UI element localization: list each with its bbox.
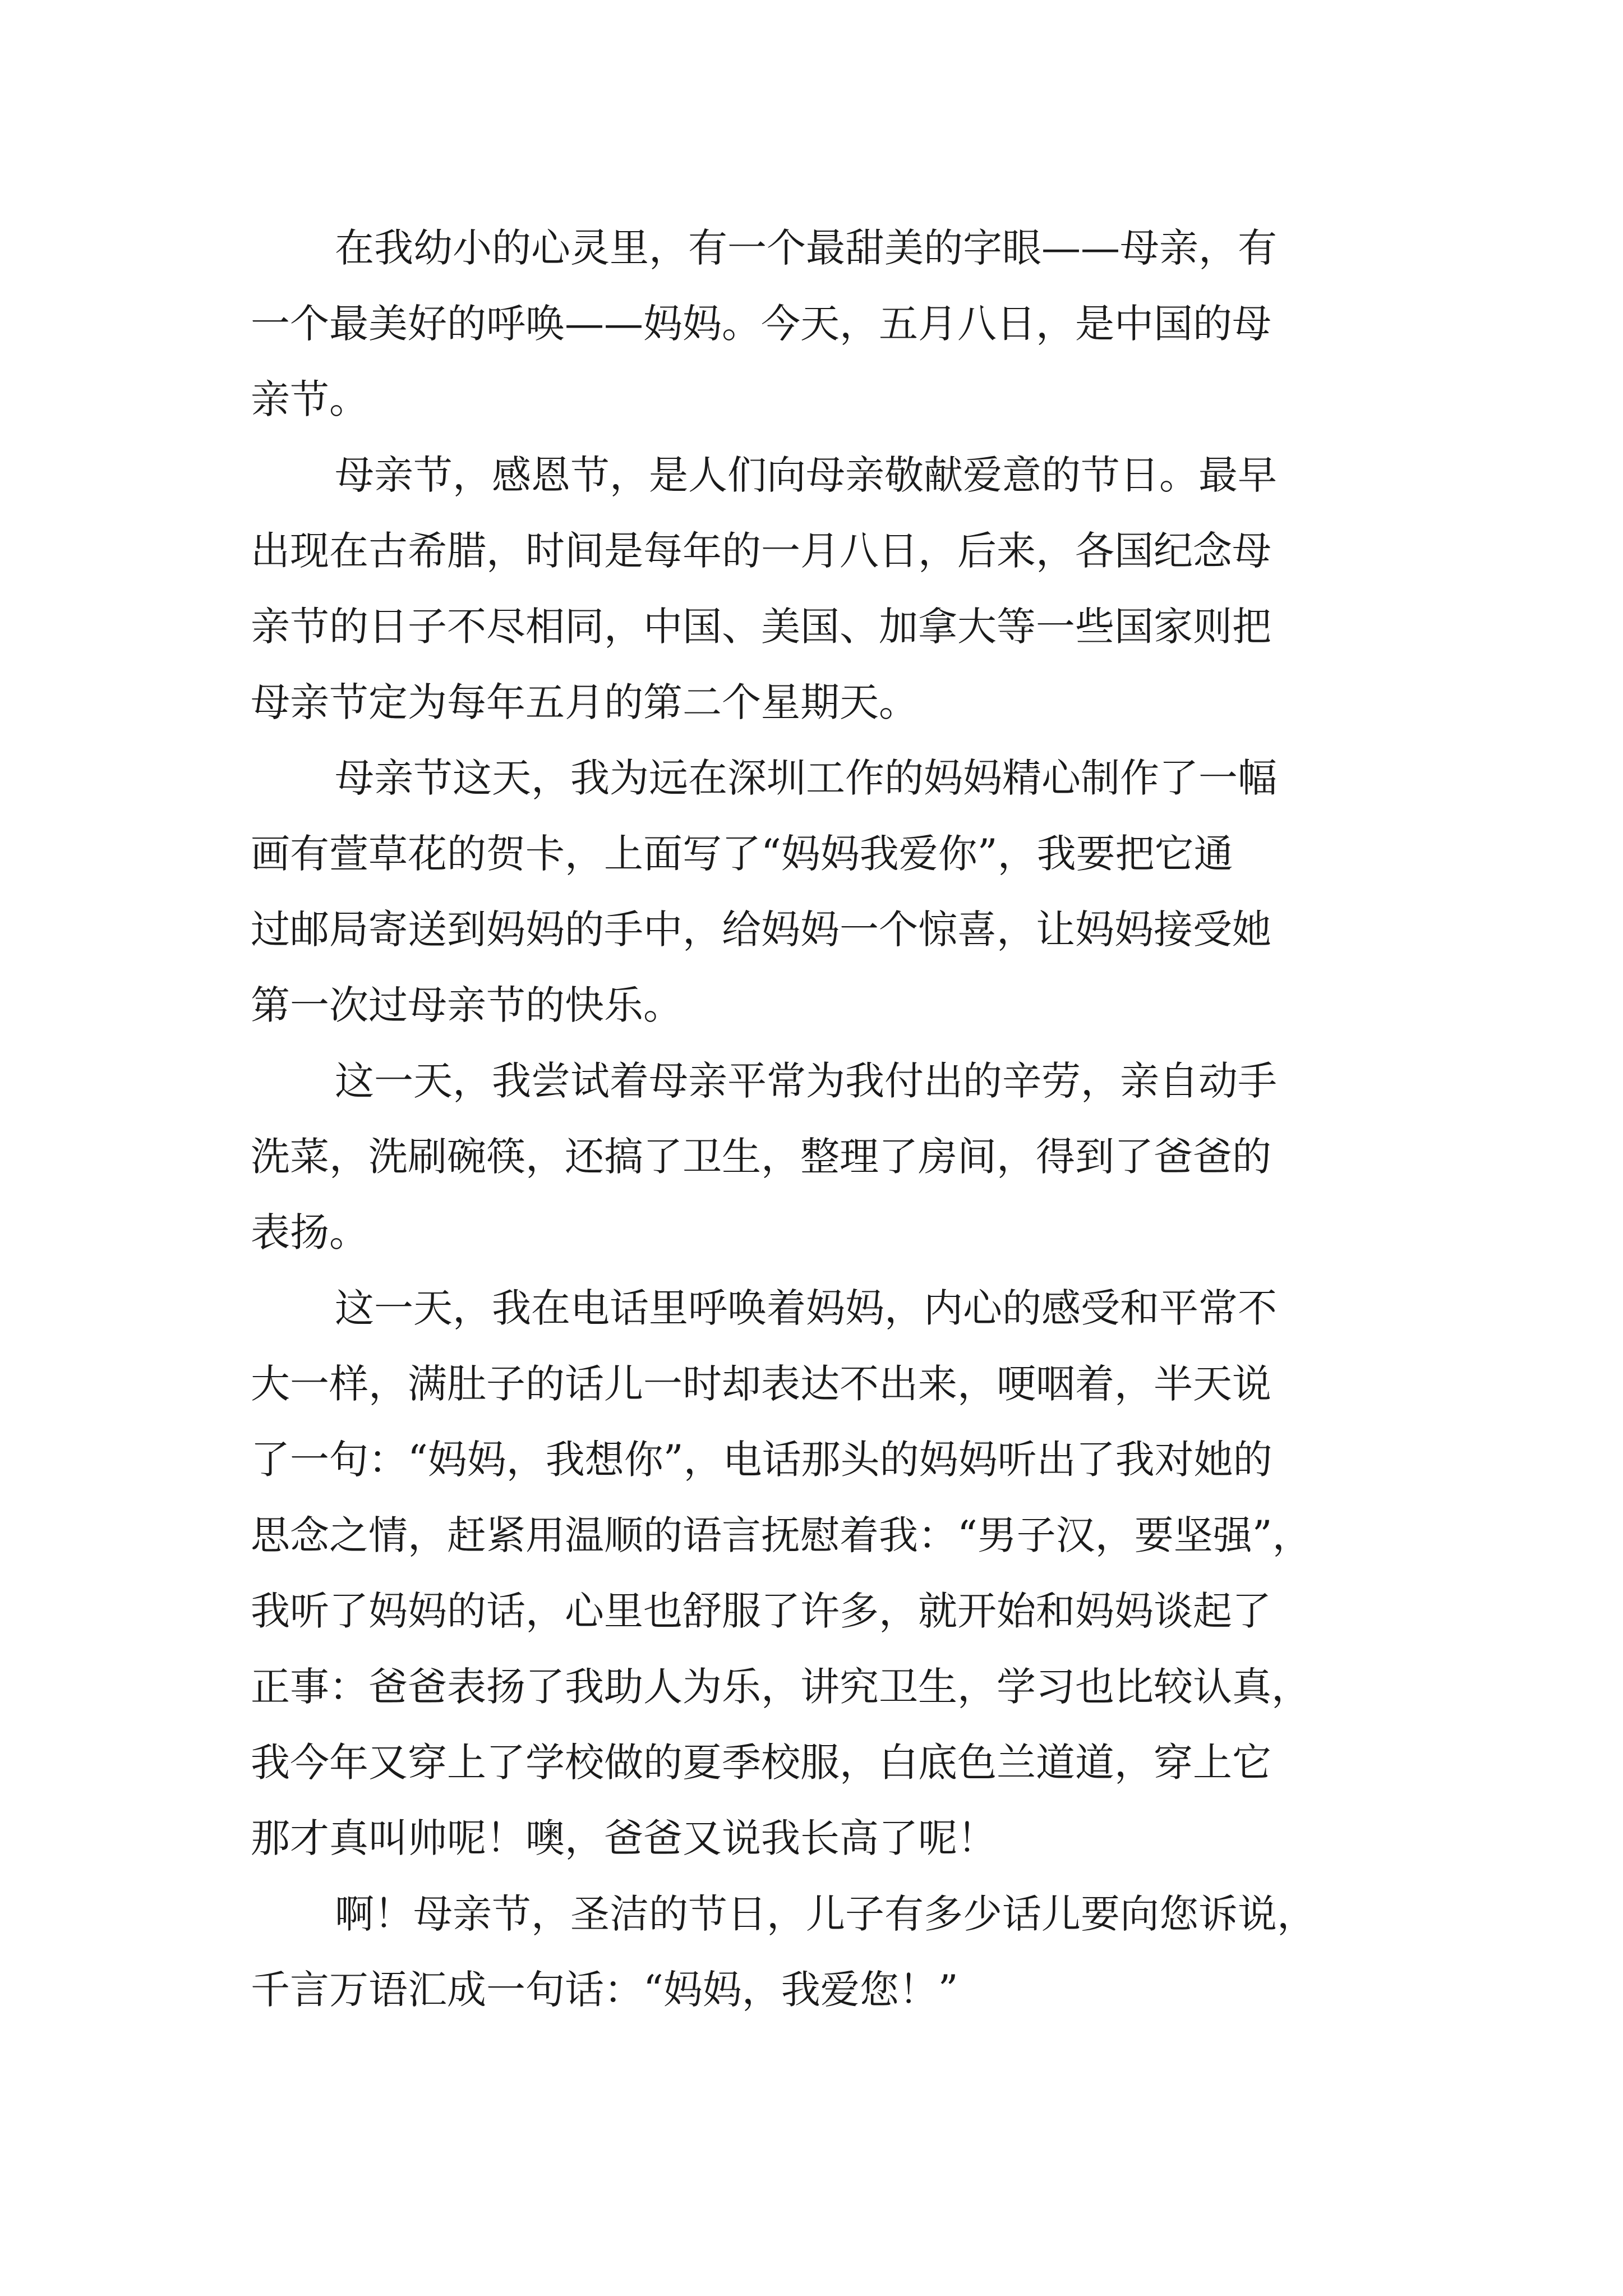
text-line: 这一天，我尝试着母亲平常为我付出的辛劳，亲自动手 (335, 1058, 1277, 1104)
text-line: 亲节。 (251, 376, 368, 422)
text-line: 母亲节定为每年五月的第二个星期天。 (251, 679, 918, 725)
text-line: 洗菜，洗刷碗筷，还搞了卫生，整理了房间，得到了爸爸的 (251, 1134, 1271, 1180)
text-line: 这一天，我在电话里呼唤着妈妈，内心的感受和平常不 (335, 1285, 1277, 1331)
text-line: 千言万语汇成一句话：“妈妈，我爱您！” (251, 1967, 958, 2013)
text-line: 亲节的日子不尽相同，中国、美国、加拿大等一些国家则把 (251, 604, 1271, 650)
text-line: 出现在古希腊，时间是每年的一月八日，后来，各国纪念母 (251, 528, 1271, 574)
text-line: 一个最美好的呼唤——妈妈。今天，五月八日，是中国的母 (251, 301, 1271, 347)
text-line: 思念之情，赶紧用温顺的语言抚慰着我：“男子汉，要坚强”， (251, 1512, 1312, 1558)
text-line: 母亲节这天，我为远在深圳工作的妈妈精心制作了一幅 (335, 755, 1277, 801)
text-line: 过邮局寄送到妈妈的手中，给妈妈一个惊喜，让妈妈接受她 (251, 907, 1271, 953)
text-line: 啊！母亲节，圣洁的节日，儿子有多少话儿要向您诉说， (335, 1891, 1316, 1937)
text-line: 那才真叫帅呢！噢，爸爸又说我长高了呢！ (251, 1815, 997, 1861)
essay-body (251, 210, 1378, 2028)
text-line: 正事：爸爸表扬了我助人为乐，讲究卫生，学习也比较认真， (251, 1664, 1311, 1710)
text-line: 在我幼小的心灵里，有一个最甜美的字眼——母亲，有 (335, 225, 1277, 271)
text-line: 我听了妈妈的话，心里也舒服了许多，就开始和妈妈谈起了 (251, 1588, 1271, 1634)
text-line: 画有萱草花的贺卡，上面写了“妈妈我爱你”，我要把它通 (251, 831, 1233, 877)
text-line: 大一样，满肚子的话儿一时却表达不出来，哽咽着，半天说 (251, 1361, 1271, 1407)
text-line: 母亲节，感恩节，是人们向母亲敬献爱意的节日。最早 (335, 452, 1277, 498)
text-line: 第一次过母亲节的快乐。 (251, 982, 683, 1028)
text-line: 了一句：“妈妈，我想你”，电话那头的妈妈听出了我对她的 (251, 1437, 1272, 1483)
text-line: 表扬。 (251, 1209, 368, 1255)
text-line: 我今年又穿上了学校做的夏季校服，白底色兰道道，穿上它 (251, 1740, 1271, 1786)
